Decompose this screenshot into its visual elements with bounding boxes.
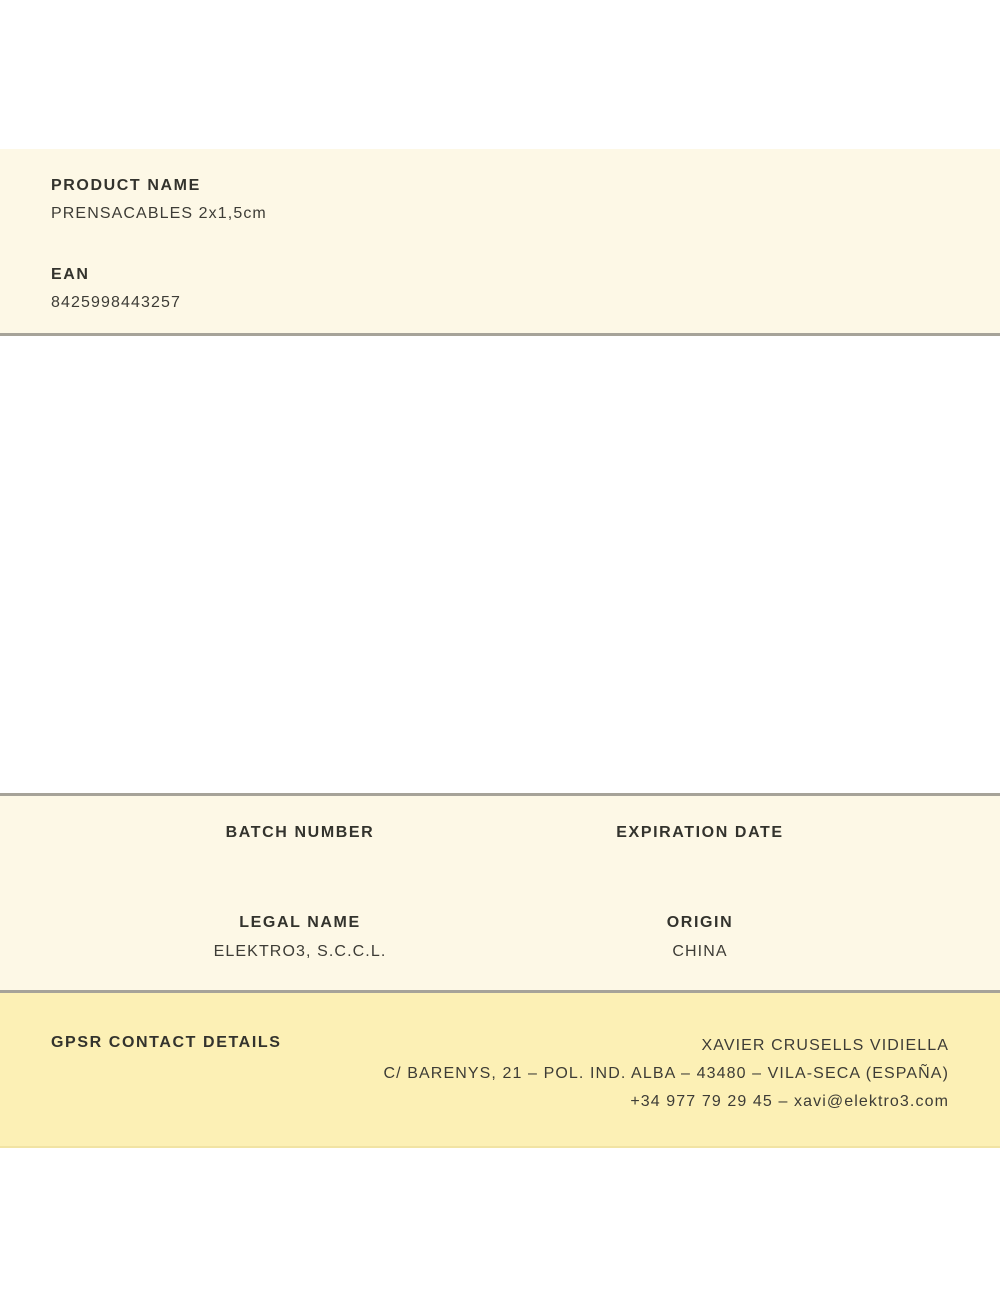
origin-value: CHINA: [672, 943, 728, 960]
ean-label: EAN: [51, 266, 90, 283]
legal-name-value: ELEKTRO3, S.C.C.L.: [213, 943, 387, 960]
legal-name-label: LEGAL NAME: [239, 914, 361, 931]
expiration-date-field: [500, 822, 900, 844]
batch-number-label: BATCH NUMBER: [225, 824, 375, 841]
origin-field: [500, 912, 900, 963]
legal-origin-row: [100, 912, 900, 963]
origin-label: ORIGIN: [666, 914, 734, 931]
gpsr-contact-details: [384, 1032, 950, 1116]
contact-phone-email: +34 977 79 29 45 – xavi@elektro3.com: [630, 1093, 949, 1110]
legal-name-field: [100, 912, 500, 963]
batch-origin-section: [0, 793, 1000, 990]
product-name-label: PRODUCT NAME: [51, 177, 201, 194]
product-name-field: [51, 175, 949, 225]
ean-value: 8425998443257: [51, 294, 181, 311]
contact-address: C/ BARENYS, 21 – POL. IND. ALBA – 43480 – VILA-SECA (ESPAÑA): [383, 1065, 949, 1082]
gpsr-contact-section: [0, 990, 1000, 1148]
contact-name: XAVIER CRUSELLS VIDIELLA: [701, 1037, 949, 1054]
ean-field: [51, 264, 949, 314]
batch-expiration-row: [100, 822, 900, 844]
product-name-value: PRENSACABLES 2x1,5cm: [51, 205, 267, 222]
expiration-date-label: EXPIRATION DATE: [616, 824, 784, 841]
gpsr-contact-label: GPSR CONTACT DETAILS: [51, 1034, 282, 1051]
product-info-section: [0, 149, 1000, 336]
batch-number-field: [100, 822, 500, 844]
